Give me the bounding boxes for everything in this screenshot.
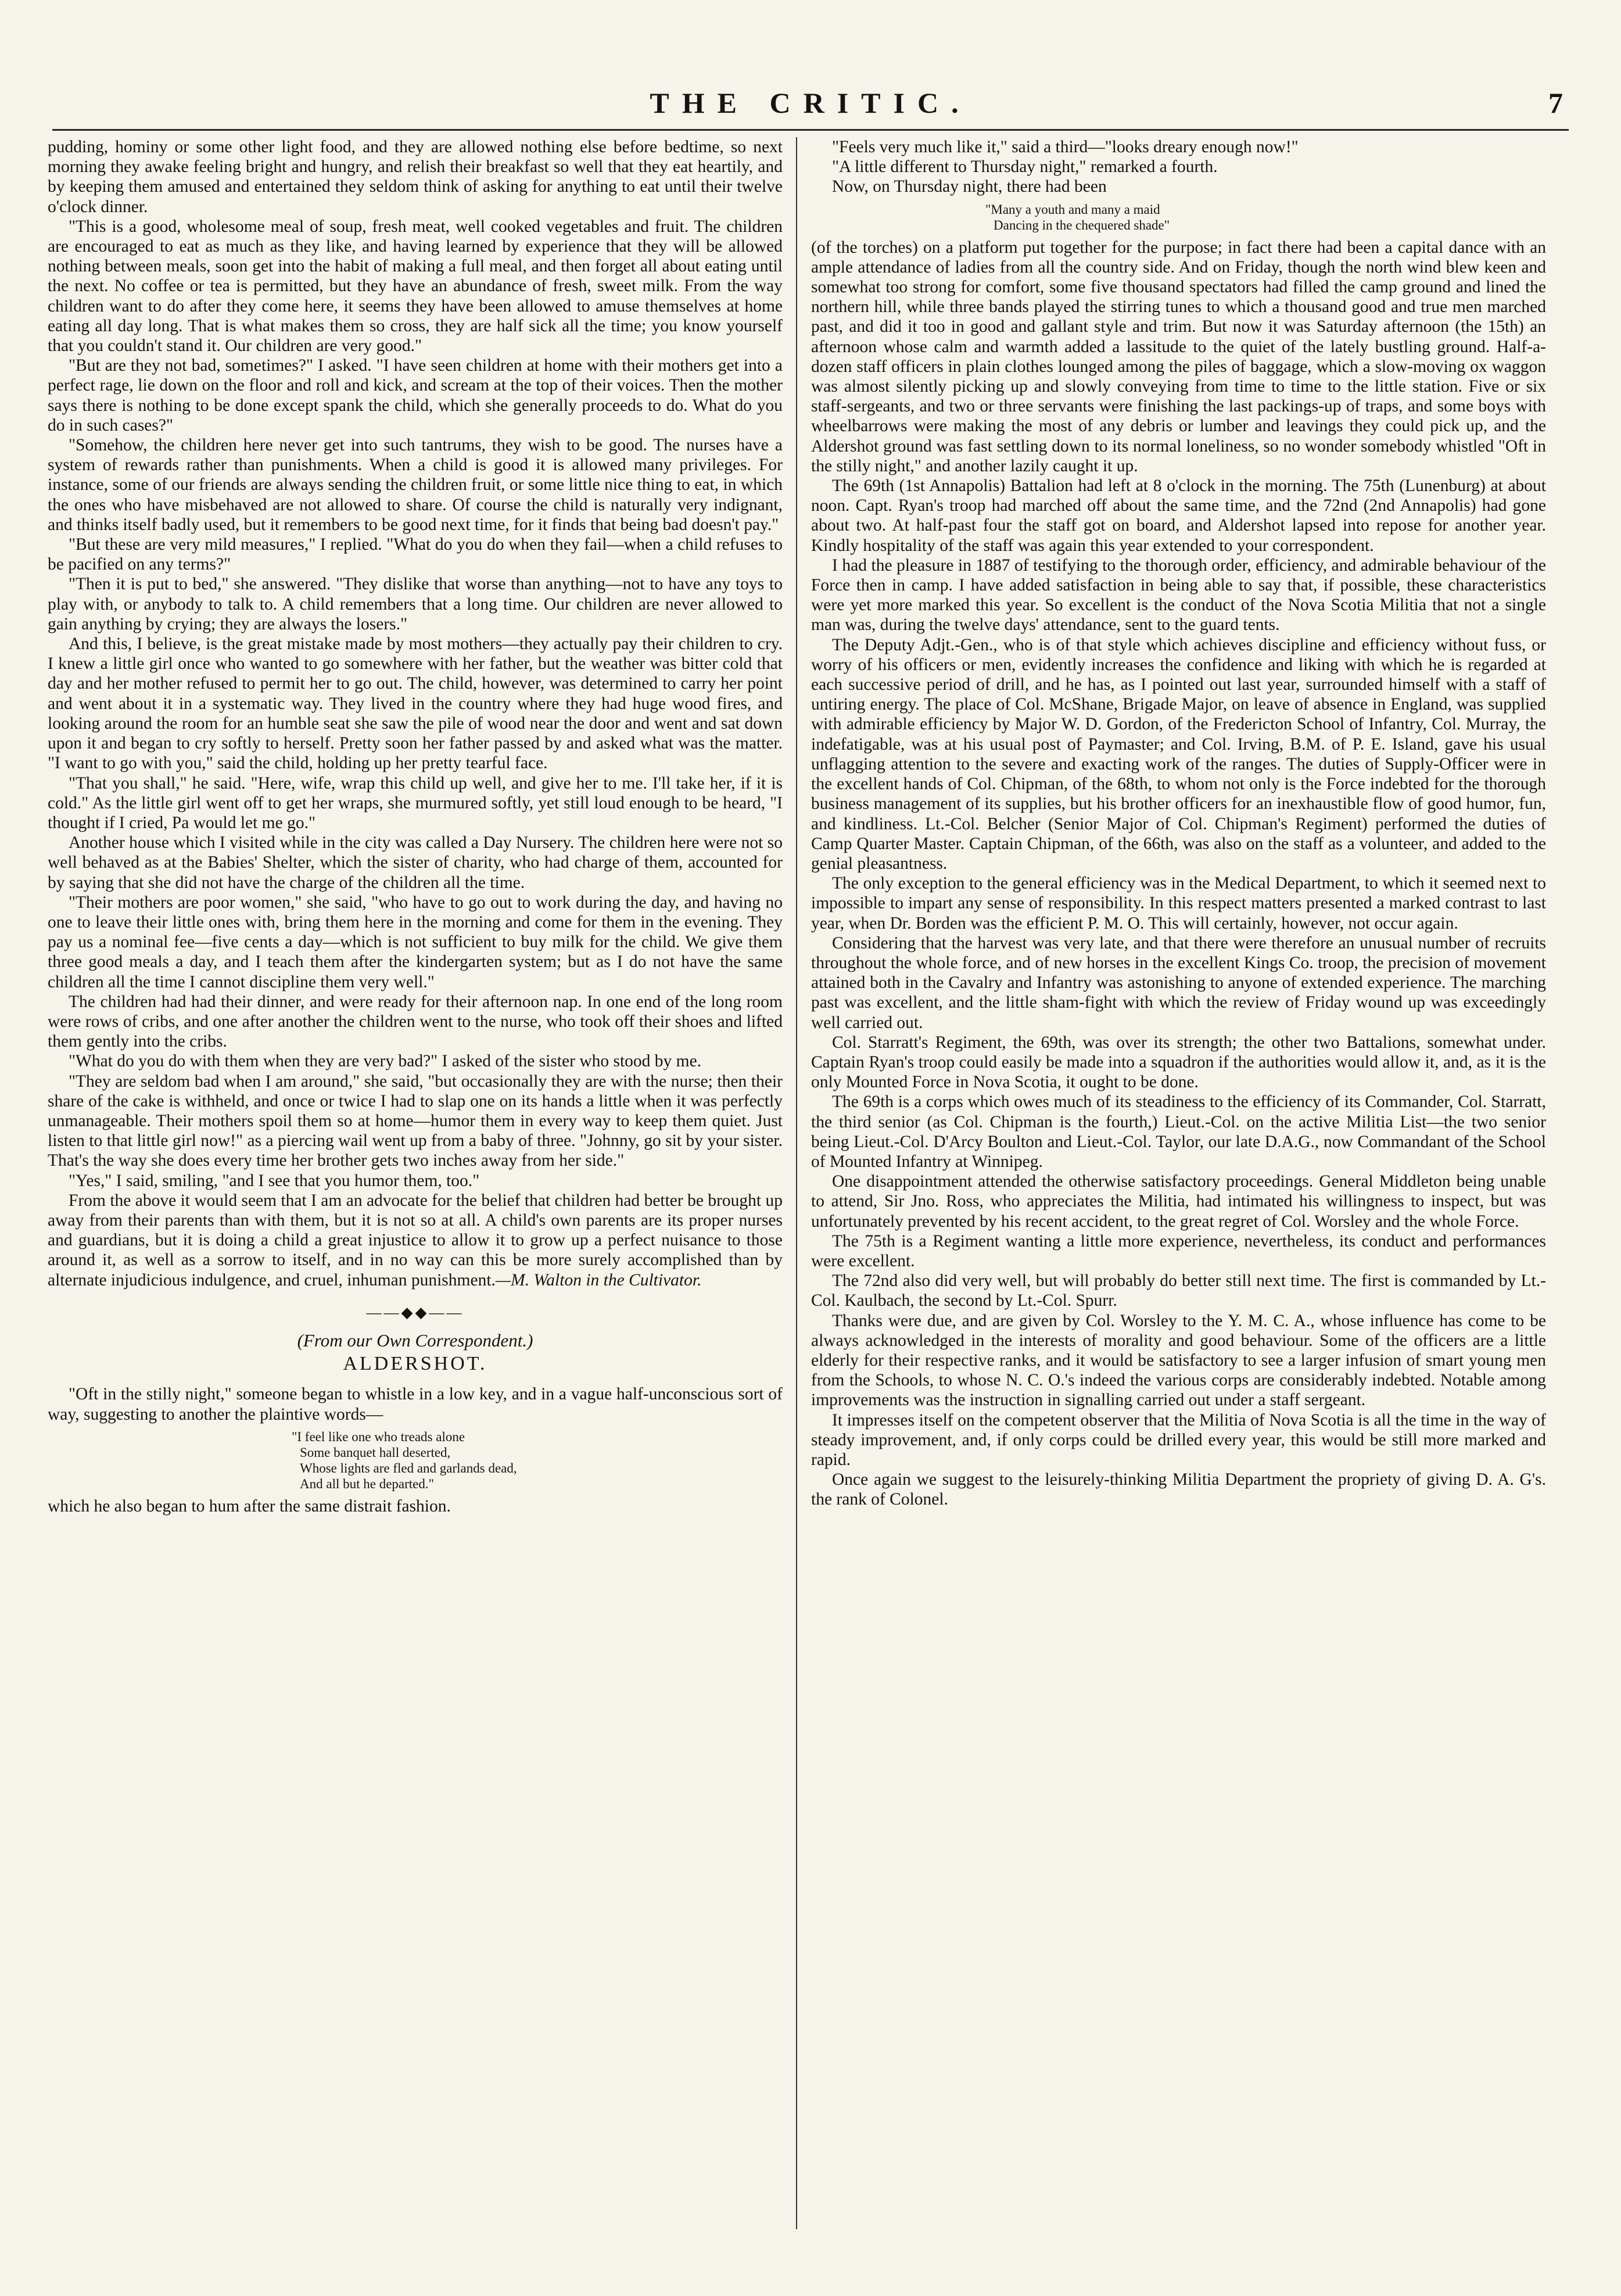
right-column [811, 137, 1546, 2252]
article-paragraph-text: From the above it would seem that I am an advocate for the belief that children had better be brought up away from their parents than with them, but it is not so at all. A child's own parents are its proper nurses and guardians, but it is doing a child a great injustice to allow it to grow up a perfect nuisance to those around it, as well as a sorrow to itself, and in no way can this be more surely accomplished than by alternate injudicious indulgence, and cruel, inhuman punishment. [48, 1191, 783, 1290]
article-paragraph: The children had had their dinner, and were ready for their afternoon nap. In one end of the long room were rows of cribs, and one after another the children went to the nurse, who took off their shoes and lifted them gently into the cribs. [48, 992, 783, 1051]
article-paragraph: which he also began to hum after the same distrait fashion. [48, 1496, 451, 1516]
article-paragraph: The 69th is a corps which owes much of its steadiness to the efficiency of its Commander, Col. Starratt, the third senior (as Col. Chipman is the fourth,) Lieut.-Col. on the active Militia List—the two senior being Lieut.-Col. D'Arcy Boulton and Lieut.-Col. Taylor, our late D.A.G., now Commandant of the School of Mounted Infantry at Winnipeg. [811, 1093, 1546, 1171]
poem-quote [811, 202, 1546, 233]
correspondent-byline: (From our Own Correspondent.) [297, 1330, 533, 1351]
poem-quote [48, 1429, 783, 1492]
article-paragraph: pudding, hominy or some other light food, and they are allowed nothing else before bedtime, so next morning they awake feeling bright and hungry, and relish their breakfast so well that they eat heartily, and by keeping them amused and entertained they seldom think of asking for anything to eat until their twelve o'clock dinner. [48, 138, 783, 216]
article-paragraph: "Yes," I said, smiling, "and I see that you humor them, too." [69, 1171, 480, 1190]
article-paragraph: The Deputy Adjt.-Gen., who is of that style which achieves discipline and efficiency without fuss, or worry of his officers or men, evidently increases the confidence and liking with which he is regarded at each successive period of drill, and he has, as I pointed out last year, surrounded himself with a staff of untiring energy. The place of Col. McShane, Brigade Major, on leave of absence in England, was supplied with admirable efficiency by Major W. D. Gordon, of the Fredericton School of Infantry, Col. Murray, the indefatigable, was at his usual post of Paymaster; and Col. Irving, B.M. of P. E. Island, gave his usual unflagging attention to the severe and exacting work of the ranges. The duties of Supply-Officer were in the excellent hands of Col. Chipman, of the 68th, to whom not only is the Force indebted for the thorough business management of its supplies, but his brother officers for an inexhaustible flow of good humor, fun, and kindliness. Lt.-Col. Belcher (Senior Major of Col. Chipman's Regiment) performed the duties of Camp Quarter Master. Captain Chipman, of the 66th, was also on the staff as a volunteer, and added to the genial pleasantness. [811, 635, 1546, 873]
article-paragraph: One disappointment attended the otherwise satisfactory proceedings. General Middleton being unable to attend, Sir Jno. Ross, who appreciates the Militia, had intimated his willingness to inspect, but was unfortunately prevented by his recent accident, to the great regret of Col. Worsley and the whole Force. [811, 1172, 1546, 1231]
article-paragraph: "This is a good, wholesome meal of soup, fresh meat, well cooked vegetables and fruit. The children are encouraged to eat as much as they like, and having learned by experience that they will be allowed nothing between meals, soon get into the habit of making a full meal, and then forget all about eating until the next. No coffee or tea is permitted, but they have an abundance of fresh, sweet milk. From the way children want to do after they come here, it seems they have been allowed to amuse themselves at home eating all day long. That is what makes them so cross, they are half sick all the time; you know yourself that you couldn't stand it. Our children are very good." [48, 217, 783, 356]
article-paragraph: I had the pleasure in 1887 of testifying to the thorough order, efficiency, and admirable behaviour of the Force then in camp. I have added satisfaction in being able to say that, if possible, these characteristics were yet more marked this year. So excellent is the conduct of the Nova Scotia Militia that not a single man was, during the twelve days' attendance, sent to the guard tents. [811, 556, 1546, 635]
article-paragraph: The only exception to the general efficiency was in the Medical Department, to which it seemed next to impossible to impart any sense of responsibility. In this respect matters presented a marked contrast to last year, when Dr. Borden was the efficient P. M. O. This will certainly, however, not occur again. [811, 874, 1546, 933]
article-paragraph: "Their mothers are poor women," she said, "who have to go out to work during the day, and having no one to leave their little ones with, bring them here in the morning and come for them in the evening. They pay us a nominal fee—five cents a day—which is not sufficient to buy milk for the child. We give them three good meals a day, and I teach them after the kindergarten system; but as I do not have the same children all the time I cannot discipline them very well." [48, 893, 783, 991]
article-paragraph [48, 1191, 783, 1290]
article-paragraph: Thanks were due, and are given by Col. Worsley to the Y. M. C. A., whose influence has come to be always acknowledged in the interests of morality and good behaviour. Some of the officers are a little elderly for their respective ranks, and it would be satisfactory to see a larger infusion of smart young men from the Schools, to whose N. C. O.'s indeed the various corps are considerably indebted. Notable among improvements was the instruction in signalling carried out under a staff sergeant. [811, 1311, 1546, 1410]
newspaper-title: THE CRITIC. [650, 87, 971, 119]
article-paragraph: The 72nd also did very well, but will probably do better still next time. The first is commanded by Lt.-Col. Kaulbach, the second by Lt.-Col. Spurr. [811, 1271, 1546, 1310]
article-paragraph: "What do you do with them when they are very bad?" I asked of the sister who stood by me. [69, 1052, 702, 1071]
article-paragraph: Now, on Thursday night, there had been [832, 177, 1107, 196]
poem-line: And all but he departed." [300, 1476, 435, 1491]
poem-line: "I feel like one who treads alone [292, 1429, 465, 1444]
poem-line: "Many a youth and many a maid [985, 202, 1160, 217]
page-number: 7 [1548, 87, 1563, 119]
article-paragraph: "But these are very mild measures," I replied. "What do you do when they fail—when a child refuses to be pacified on any terms?" [48, 535, 783, 574]
left-column [48, 137, 783, 2252]
article-paragraph: The 75th is a Regiment wanting a little more experience, nevertheless, its conduct and performances were excellent. [811, 1231, 1546, 1270]
article-signoff: —M. Walton in the Cultivator. [495, 1270, 702, 1290]
article-paragraph: (of the torches) on a platform put together for the purpose; in fact there had been a capital dance with an ample attendance of ladies from all the country side. And on Friday, though the north wind blew keen and somewhat too strong for comfort, some five thousand spectators had filled the camp ground and lined the northern hill, while three bands played the stirring tunes to which a thousand good and true men marched past, and did it too in good and gallant style and trim. But now it was Saturday afternoon (the 15th) an afternoon whose calm and warmth added a lassitude to the quiet of the lately bustling ground. Half-a-dozen staff officers in plain clothes lounged among the piles of baggage, which a slow-moving ox waggon was almost silently picking up and slowly conveying from time to time to the little station. Five or six staff-sergeants, and two or three servants were finishing the last packings-up of traps, and some boys with wheelbarrows were making the most of any debris or lumber and leavings they could pick up, and the Aldershot ground was fast settling down to its normal loneliness, so no wonder somebody whistled "Oft in the stilly night," and another lazily caught it up. [811, 238, 1546, 475]
article-paragraph: The 69th (1st Annapolis) Battalion had left at 8 o'clock in the morning. The 75th (Lunenburg) at about noon. Capt. Ryan's troop had marched off about the same time, and the 72nd (2nd Annapolis) had gone about two. At half-past four the staff got on board, and Aldershot lapsed into repose for another year. Kindly hospitality of the staff was again this year extended to your correspondent. [811, 477, 1546, 555]
article-paragraph: "That you shall," he said. "Here, wife, wrap this child up well, and give her to me. I'll take her, if it is cold." As the little girl went off to get her wraps, she murmured softly, yet still loud enough to be heard, "I thought if I cried, Pa would let me go." [48, 773, 783, 832]
article-paragraph: Col. Starratt's Regiment, the 69th, was over its strength; the other two Battalions, somewhat under. Captain Ryan's troop could easily be made into a squadron if the authorities would allow it, and, as it is the only Mounted Force in Nova Scotia, it ought to be done. [811, 1033, 1546, 1092]
poem-line: Whose lights are fled and garlands dead, [300, 1460, 517, 1475]
header-rule [52, 129, 1569, 131]
poem-line: Dancing in the chequered shade" [994, 217, 1170, 232]
section-divider-ornament: ——◆◆—— [366, 1303, 464, 1321]
article-paragraph: "Somehow, the children here never get into such tantrums, they wish to be good. The nurses have a system of rewards rather than punishments. When a child is good it is allowed many privileges. For instance, some of our friends are always sending the children fruit, or some little nice thing to eat, in which the ones who have misbehaved are not allowed to share. Of course the child is naturally very indignant, and thinks itself badly used, but it remembers to be good next time, for it finds that being bad doesn't pay." [48, 436, 783, 534]
article-paragraph: "Then it is put to bed," she answered. "They dislike that worse than anything—not to have any toys to play with, or anybody to talk to. A child remembers that a long time. Our children are never allowed to gain anything by crying; they are always the losers." [48, 575, 783, 633]
article-paragraph: Another house which I visited while in the city was called a Day Nursery. The children here were not so well behaved as at the Babies' Shelter, which the sister of charity, who had charge of them, accounted for by saying that she did not have the charge of the children all the time. [48, 833, 783, 892]
article-paragraph: "Feels very much like it," said a third—"looks dreary enough now!" [832, 138, 1299, 156]
article-paragraph: "Oft in the stilly night," someone began to whistle in a low key, and in a vague half-unconscious sort of way, suggesting to another the plaintive words— [48, 1385, 783, 1424]
article-paragraph: Once again we suggest to the leisurely-thinking Militia Department the propriety of giving D. A. G's. the rank of Colonel. [811, 1470, 1546, 1509]
poem-line: Some banquet hall deserted, [300, 1445, 451, 1460]
section-title: ALDERSHOT. [343, 1353, 487, 1375]
article-paragraph: It impresses itself on the competent observer that the Militia of Nova Scotia is all the time in the way of steady improvement, and, if only corps could be drilled every year, this would be still more marked and rapid. [811, 1410, 1546, 1469]
article-paragraph: "A little different to Thursday night," remarked a fourth. [832, 157, 1218, 177]
article-paragraph: "But are they not bad, sometimes?" I asked. "I have seen children at home with their mothers get into a perfect rage, lie down on the floor and roll and kick, and scream at the top of their voices. Then the mother says there is nothing to be done except spank the child, which she generally proceeds to do. What do you do in such cases?" [48, 356, 783, 435]
column-divider [796, 137, 797, 2229]
article-paragraph: Considering that the harvest was very late, and that there were therefore an unusual number of recruits throughout the whole force, and of new horses in the excellent Kings Co. troop, the precision of movement attained both in the Cavalry and Infantry was astonishing to anyone of extended experience. The marching past was excellent, and the little sham-fight with which the review of Friday wound up was exceedingly well carried out. [811, 933, 1546, 1032]
article-paragraph: "They are seldom bad when I am around," she said, "but occasionally they are with the nurse; then their share of the cake is withheld, and once or twice I had to slap one on its hands a little when it was perfectly unmanageable. Their mothers spoil them so at home—humor them in every way to keep them quiet. Just listen to that little girl now!" as a piercing wail went up from a baby of three. "Johnny, go sit by your sister. That's the way she does every time her brother gets two inches away from her side." [48, 1072, 783, 1170]
article-paragraph: And this, I believe, is the great mistake made by most mothers—they actually pay their children to cry. I knew a little girl once who wanted to go somewhere with her father, but the weather was bitter cold that day and her mother refused to permit her to go out. The child, however, was determined to carry her point and went about it in a systematic way. They lived in the country where they had huge wood fires, and looking around the room for an humble seat she saw the pile of wood near the door and went and sat down upon it and began to cry softly to herself. Pretty soon her father passed by and asked what was the matter. "I want to go with you," said the child, holding up her pretty tearful face. [48, 635, 783, 773]
masthead [52, 86, 1569, 132]
